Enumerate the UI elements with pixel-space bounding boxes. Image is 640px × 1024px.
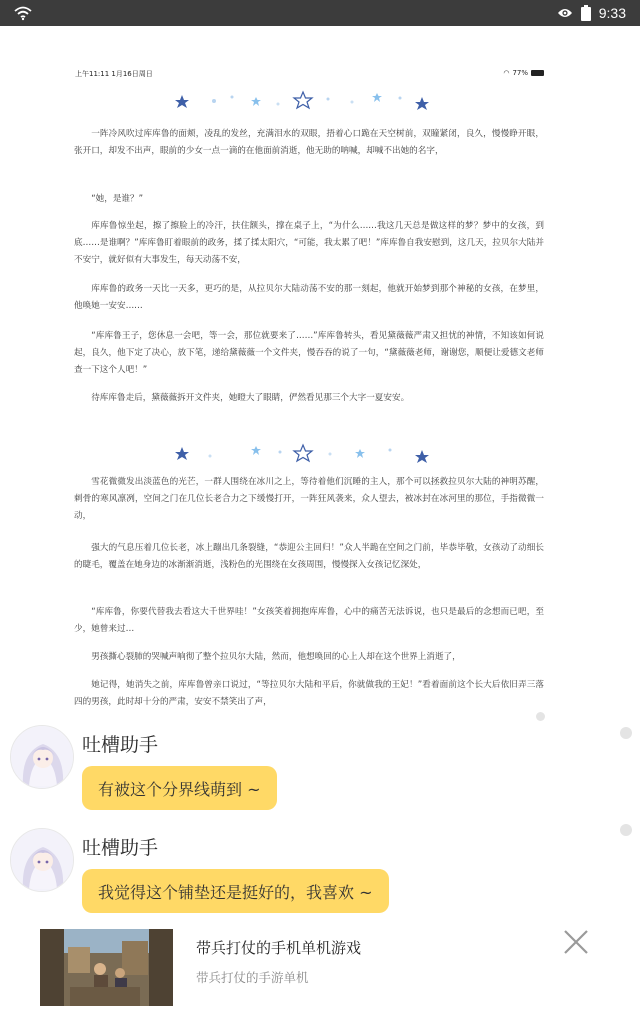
wifi-icon: [14, 5, 32, 21]
paragraph: 雪花微微发出淡蓝色的光芒，一群人围绕在冰川之上，等待着他们沉睡的主人，那个可以拯救拉贝尔大陆的神明苏醒，刺骨的寒风凛冽，空间之门在几位长老合力之下缓慢打开，一阵狂风袭来，众人望去，被冰封在冰河里的那位，手指微微一动，: [74, 477, 544, 521]
star-divider-2: [60, 440, 552, 466]
chat-message-bubble[interactable]: 我觉得这个铺垫还是挺好的，我喜欢 ~: [82, 869, 389, 913]
ad-subtitle: 带兵打仗的手游单机: [196, 970, 309, 985]
paragraph: “库库鲁王子，您休息一会吧，等一会，那位就要来了……”库库鲁转头，看见黛薇薇严肃又担忧的神情，不知该如何说起，良久，他下定了决心，放下笔，递给黛薇薇一个文件夹，慢吞吞的说了一句，“黛薇薇老师，谢谢您，顺便让爱德文老师查一下这个人吧！”: [74, 331, 544, 375]
scroll-dot: [620, 824, 632, 836]
eye-icon: [557, 7, 573, 19]
shared-screenshot: [60, 58, 552, 708]
paragraph: “她，是谁？”: [91, 194, 144, 204]
scroll-dot: [536, 712, 545, 721]
paragraph: 库库鲁惊坐起，擦了擦脸上的冷汗，扶住额头，撑在桌子上，“为什么……我这几天总是做这样的梦？梦中的女孩，到底……是谁啊？”库库鲁盯着眼前的政务，揉了揉太阳穴，“可能，我太累了吧！”库库鲁自我安慰到，这几天，拉贝尔大陆并不安宁，就好似有大事发生，每天动荡不安，: [74, 221, 544, 265]
screenshot-status-bar: [75, 69, 544, 81]
chat-sender-name: 吐槽助手: [82, 837, 159, 859]
battery-icon: [581, 5, 591, 21]
close-icon[interactable]: [560, 926, 592, 958]
status-bar: [0, 0, 640, 26]
star-divider-1: [60, 88, 552, 114]
chat-message-bubble[interactable]: 有被这个分界线萌到 ~: [82, 766, 277, 810]
paragraph: “库库鲁，你要代替我去看这大千世界哇！”女孩笑着拥抱库库鲁，心中的痛苦无法诉说，也只是最后的念想而已吧，至少，她曾来过…: [74, 607, 544, 634]
anime-girl-avatar-icon: [11, 829, 74, 892]
chat-sender-name: 吐槽助手: [82, 734, 159, 756]
paragraph: 一阵冷风吹过库库鲁的面颊，凌乱的发丝，充满泪水的双眼，捂着心口跪在天空树前，双瞳紧闭，良久，慢慢睁开眼，张开口，却发不出声，眼前的少女一点一滴的在他面前消逝，他无助的呐喊，却喊不出她的名字，: [74, 129, 544, 156]
anime-girl-avatar-icon: [11, 726, 74, 789]
scroll-dot: [620, 727, 632, 739]
avatar[interactable]: [10, 828, 74, 892]
ad-thumbnail[interactable]: [40, 929, 173, 1006]
paragraph: 库库鲁的政务一天比一天多，更巧的是，从拉贝尔大陆动荡不安的那一刻起，他就开始梦到那个神秘的女孩，在梦里，他唤她一安安……: [74, 284, 544, 311]
paragraph: 她记得，她消失之前，库库鲁曾亲口说过，“等拉贝尔大陆和平后，你就做我的王妃！”看着面前这个长大后依旧弄三落四的男孩，此时却十分的严肃，安安不禁笑出了声，: [74, 680, 544, 707]
screenshot-battery-icon: [531, 70, 544, 76]
screenshot-datetime: 上午11:11 1月16日周日: [75, 70, 153, 78]
paragraph: 待库库鲁走后，黛薇薇拆开文件夹，她瞪大了眼睛，俨然看见那三个大字一夏安安。: [91, 393, 410, 403]
status-time: 9:33: [598, 5, 626, 21]
screenshot-battery-percent: 77%: [512, 69, 528, 77]
battle-game-image-icon: [40, 929, 173, 1006]
paragraph: 男孩撕心裂肺的哭喊声响彻了整个拉贝尔大陆，然而，他想唤回的心上人却在这个世界上消逝了，: [91, 652, 461, 662]
paragraph: 强大的气息压着几位长老，冰上蹦出几条裂缝，“恭迎公主回归！”众人半跪在空间之门前，毕恭毕敬，女孩动了动细长的睫毛，覆盖在她身边的冰渐渐消逝，浅粉色的光围绕在女孩周围，慢慢探入女孩记忆深处，: [74, 543, 544, 570]
ad-title[interactable]: 带兵打仗的手机单机游戏: [196, 939, 362, 957]
avatar[interactable]: [10, 725, 74, 789]
screenshot-wifi-icon: ◠: [503, 69, 510, 77]
